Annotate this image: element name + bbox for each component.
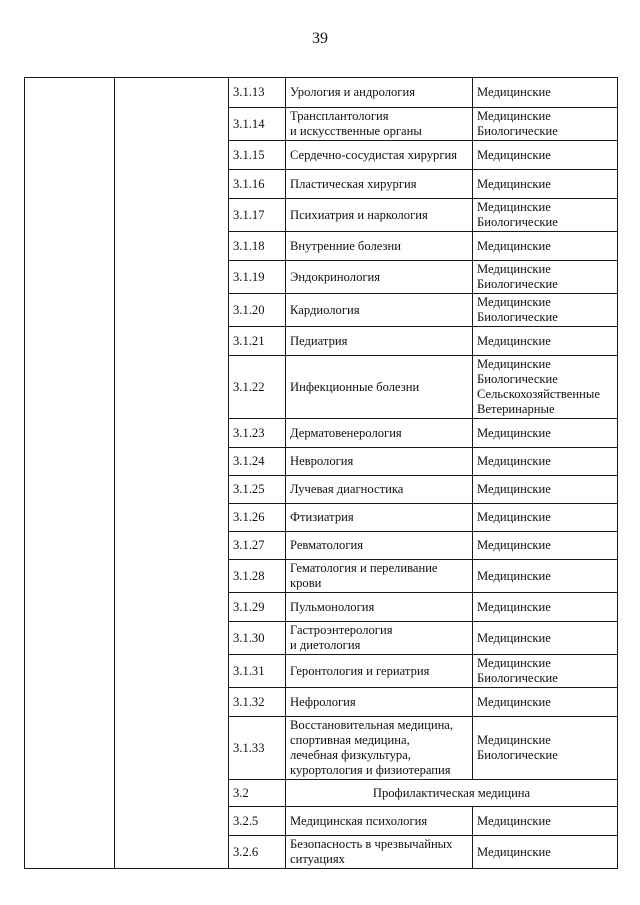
science-branches [473,78,618,108]
science-branch: Биологические [477,671,558,685]
science-branch: Медицинские [477,656,551,670]
specialty-name-line: Медицинская психология [290,813,428,828]
specialty-name-line: Восстановительная медицина, [290,718,454,732]
science-branch: Медицинские [477,694,551,709]
specialty-code: 3.1.20 [229,294,286,327]
specialty-name [286,170,473,199]
specialty-name [286,688,473,717]
science-branch: Медицинские [477,262,551,276]
specialty-code: 3.1.25 [229,476,286,504]
specialty-name-line: Психиатрия и наркология [290,207,428,222]
science-branch: Биологические [477,748,558,762]
specialty-code: 3.1.31 [229,655,286,688]
science-branches [473,199,618,232]
science-branches [473,294,618,327]
specialty-name [286,504,473,532]
science-branches [473,141,618,170]
specialty-code: 3.2.5 [229,807,286,836]
science-branch: Медицинские [477,238,551,253]
science-branch: Медицинские [477,454,551,468]
specialty-name-line: Сердечно-сосудистая хирургия [290,147,458,162]
science-branch: Медицинские [477,109,551,123]
specialty-name-line: и диетология [290,638,361,652]
specialty-name-line: лечебная физкультура, [290,748,411,762]
science-branches [473,593,618,622]
specialty-name-line: Гастроэнтерология [290,623,393,637]
specialty-name [286,232,473,261]
science-branch: Медицинские [477,510,551,524]
science-branches [473,232,618,261]
specialty-name-line: и искусственные органы [290,124,422,138]
specialty-name-line: Ревматология [290,538,364,552]
specialty-name-line: Фтизиатрия [290,510,354,524]
science-branches [473,170,618,199]
specialty-name-line: спортивная медицина, [290,733,410,747]
specialty-name-line: Эндокринология [290,269,381,284]
specialty-name-line: Внутренние болезни [290,238,401,253]
science-branch: Медицинские [477,200,551,214]
specialty-code: 3.1.14 [229,108,286,141]
specialty-name-line: Трансплантология [290,109,389,123]
science-branches [473,655,618,688]
specialty-name [286,199,473,232]
specialty-name [286,807,473,836]
specialty-name-line: курортология и физиотерапия [290,763,451,777]
specialty-code: 3.1.22 [229,356,286,419]
specialty-code: 3.1.13 [229,78,286,108]
specialty-name [286,78,473,108]
specialty-name [286,448,473,476]
science-branch: Медицинские [477,85,551,99]
science-branches [473,532,618,560]
specialty-name [286,294,473,327]
specialty-name-line: Пульмонология [290,599,375,614]
specialty-code: 3.1.24 [229,448,286,476]
specialty-code: 3.1.21 [229,327,286,356]
science-branches [473,327,618,356]
science-branch: Биологические [477,310,558,324]
science-branch: Медицинские [477,357,551,371]
specialty-code: 3.2.6 [229,836,286,869]
science-branch: Медицинские [477,733,551,747]
specialty-name [286,356,473,419]
specialty-name-line: Дерматовенерология [290,425,402,440]
science-branch: Медицинские [477,425,551,440]
science-branches [473,419,618,448]
specialty-name [286,655,473,688]
specialty-code: 3.1.16 [229,170,286,199]
science-branches [473,108,618,141]
science-branch: Биологические [477,215,558,229]
science-branches [473,261,618,294]
specialty-name-line: Гематология и переливание [290,561,438,575]
specialty-name-line: Кардиология [290,302,360,317]
specialty-name [286,141,473,170]
science-branch: Медицинские [477,568,551,583]
science-branch: Биологические [477,277,558,291]
specialty-name [286,419,473,448]
science-branch: Медицинские [477,176,551,191]
science-branches [473,717,618,780]
specialty-name-line: Педиатрия [290,333,348,348]
science-branch: Биологические [477,124,558,138]
merged-empty-cell-c1 [25,78,115,869]
science-branches [473,688,618,717]
science-branch: Биологические [477,372,558,386]
specialty-code: 3.2 [229,780,286,807]
specialty-name [286,261,473,294]
specialty-name-line: ситуациях [290,852,345,866]
specialty-code: 3.1.33 [229,717,286,780]
specialty-code: 3.1.32 [229,688,286,717]
specialty-name-line: Неврология [290,454,354,468]
specialty-name [286,836,473,869]
specialty-code: 3.1.27 [229,532,286,560]
science-branches [473,504,618,532]
table-row [25,78,618,108]
specialty-name [286,476,473,504]
science-branches [473,356,618,419]
science-branches [473,476,618,504]
specialty-code: 3.1.30 [229,622,286,655]
specialty-name [286,717,473,780]
specialty-code: 3.1.28 [229,560,286,593]
specialty-code: 3.1.19 [229,261,286,294]
science-branches [473,836,618,869]
science-branches [473,622,618,655]
specialty-name [286,622,473,655]
science-branches [473,560,618,593]
science-branch: Медицинские [477,333,551,348]
specialty-name-line: Урология и андрология [290,85,415,99]
science-branch: Медицинские [477,599,551,614]
specialty-name-line: Лучевая диагностика [290,482,404,496]
specialty-name-line: Пластическая хирургия [290,176,417,191]
science-branch: Медицинские [477,482,551,496]
specialty-name-line: Нефрология [290,694,356,709]
science-branches [473,448,618,476]
specialty-code: 3.1.17 [229,199,286,232]
specialty-name [286,593,473,622]
specialty-name-line: Безопасность в чрезвычайных [290,837,453,851]
section-title: Профилактическая медицина [286,780,618,807]
specialties-table [24,77,618,869]
specialty-name-line: Инфекционные болезни [290,379,420,394]
science-branch: Медицинские [477,147,551,162]
specialty-name [286,108,473,141]
specialty-code: 3.1.23 [229,419,286,448]
merged-empty-cell-c2 [115,78,229,869]
specialty-name [286,532,473,560]
science-branch: Сельскохозяйственные [477,387,600,401]
science-branch: Медицинские [477,295,551,309]
specialty-code: 3.1.15 [229,141,286,170]
table-body [25,78,618,869]
science-branch: Медицинские [477,538,551,552]
specialty-name-line: Геронтология и гериатрия [290,663,430,678]
specialty-code: 3.1.18 [229,232,286,261]
specialty-code: 3.1.29 [229,593,286,622]
specialty-name-line: крови [290,576,322,590]
page-number: 39 [312,30,328,47]
specialty-name [286,560,473,593]
science-branch: Медицинские [477,813,551,828]
science-branch: Медицинские [477,630,551,645]
science-branch: Медицинские [477,844,551,859]
science-branches [473,807,618,836]
specialty-name [286,327,473,356]
science-branch: Ветеринарные [477,402,555,416]
specialty-code: 3.1.26 [229,504,286,532]
